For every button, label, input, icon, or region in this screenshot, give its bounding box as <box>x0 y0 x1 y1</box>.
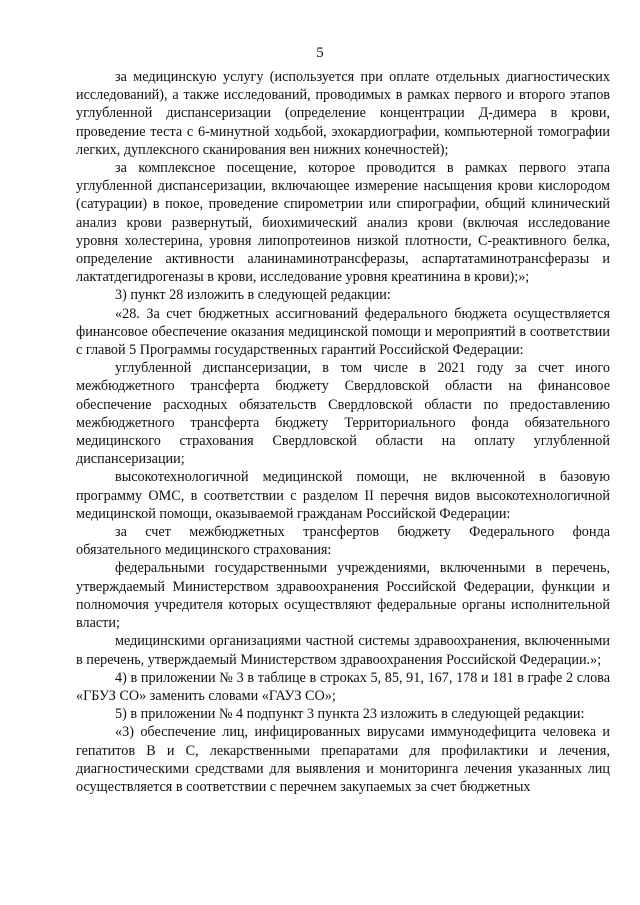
paragraph-subitem-3: «3) обеспечение лиц, инфицированных вирусами иммунодефицита человека и гепатитов В и С, лекарственными препаратами для профилактики и лечения, диагностическими средствами для выявления и мониторинга лечения указанных лиц осуществляется в соответствии с перечнем закупаемых за счет бюджетных <box>76 724 610 795</box>
paragraph-item-3: 3) пункт 28 изложить в следующей редакции: <box>115 287 391 304</box>
paragraph-payment-for-service: за медицинскую услугу (используется при оплате отдельных диагностических исследований), а также исследований, проводимых в рамках первого и второго этапов углубленной диспансеризации (определение концентрации Д-димера в крови, проведение теста с 6-минутной ходьбой, эхокардиографии, компьютерной томографии легких, дуплексного сканирования вен нижних конечностей); <box>76 69 610 158</box>
paragraph-interbudget-transfers: за счет межбюджетных трансфертов бюджету Федерального фонда обязательного медицинского страхования: <box>76 524 610 559</box>
paragraph-private-organizations: медицинскими организациями частной системы здравоохранения, включенными в перечень, утверждаемый Министерством здравоохранения Российской Федерации.»; <box>76 633 610 668</box>
paragraph-federal-institutions: федеральными государственными учреждениями, включенными в перечень, утверждаемый Министерством здравоохранения Российской Федерации, функции и полномочия учредителя которых осуществляют федеральные органы исполнительной власти; <box>76 560 610 632</box>
paragraph-in-depth-screening: углубленной диспансеризации, в том числе в 2021 году за счет иного межбюджетного трансферта бюджету Свердловской области на финансовое обеспечение расходных обязательств Свердловской области по предоставлению межбюджетного трансферта бюджету Территориального фонда обязательного медицинского страхования Свердловской области на оплату углубленной диспансеризации; <box>76 360 610 468</box>
paragraph-clause-28: «28. За счет бюджетных ассигнований федерального бюджета осуществляется финансовое обеспечение оказания медицинской помощи и мероприятий в соответствии с главой 5 Программы государственных гарантий Российской Федерации: <box>76 305 610 359</box>
paragraph-item-5: 5) в приложении № 4 подпункт 3 пункта 23 изложить в следующей редакции: <box>115 706 585 723</box>
page-number: 5 <box>316 45 324 61</box>
paragraph-item-4: 4) в приложении № 3 в таблице в строках 5, 85, 91, 167, 178 и 181 в графе 2 слова «ГБУЗ СО» заменить словами «ГАУЗ СО»; <box>76 669 610 704</box>
paragraph-high-tech-care: высокотехнологичной медицинской помощи, не включенной в базовую программу ОМС, в соответствии с разделом II перечня видов высокотехнологичной медицинской помощи, оказываемой гражданам Российской Федерации: <box>76 469 610 522</box>
paragraph-complex-visit: за комплексное посещение, которое проводится в рамках первого этапа углубленной диспансеризации, включающее измерение насыщения крови кислородом (сатурации) в покое, проведение спирометрии или спирографии, общий клинический анализ крови развернутый, биохимический анализ крови (включая исследование уровня холестерина, уровня липопротеинов низкой плотности, С-реактивного белка, определение активности аланинаминотрансферазы, аспартатаминотрансферазы и лактатдегидрогеназы в крови, исследование уровня креатинина в крови);»; <box>76 160 610 286</box>
document-body <box>76 68 610 796</box>
